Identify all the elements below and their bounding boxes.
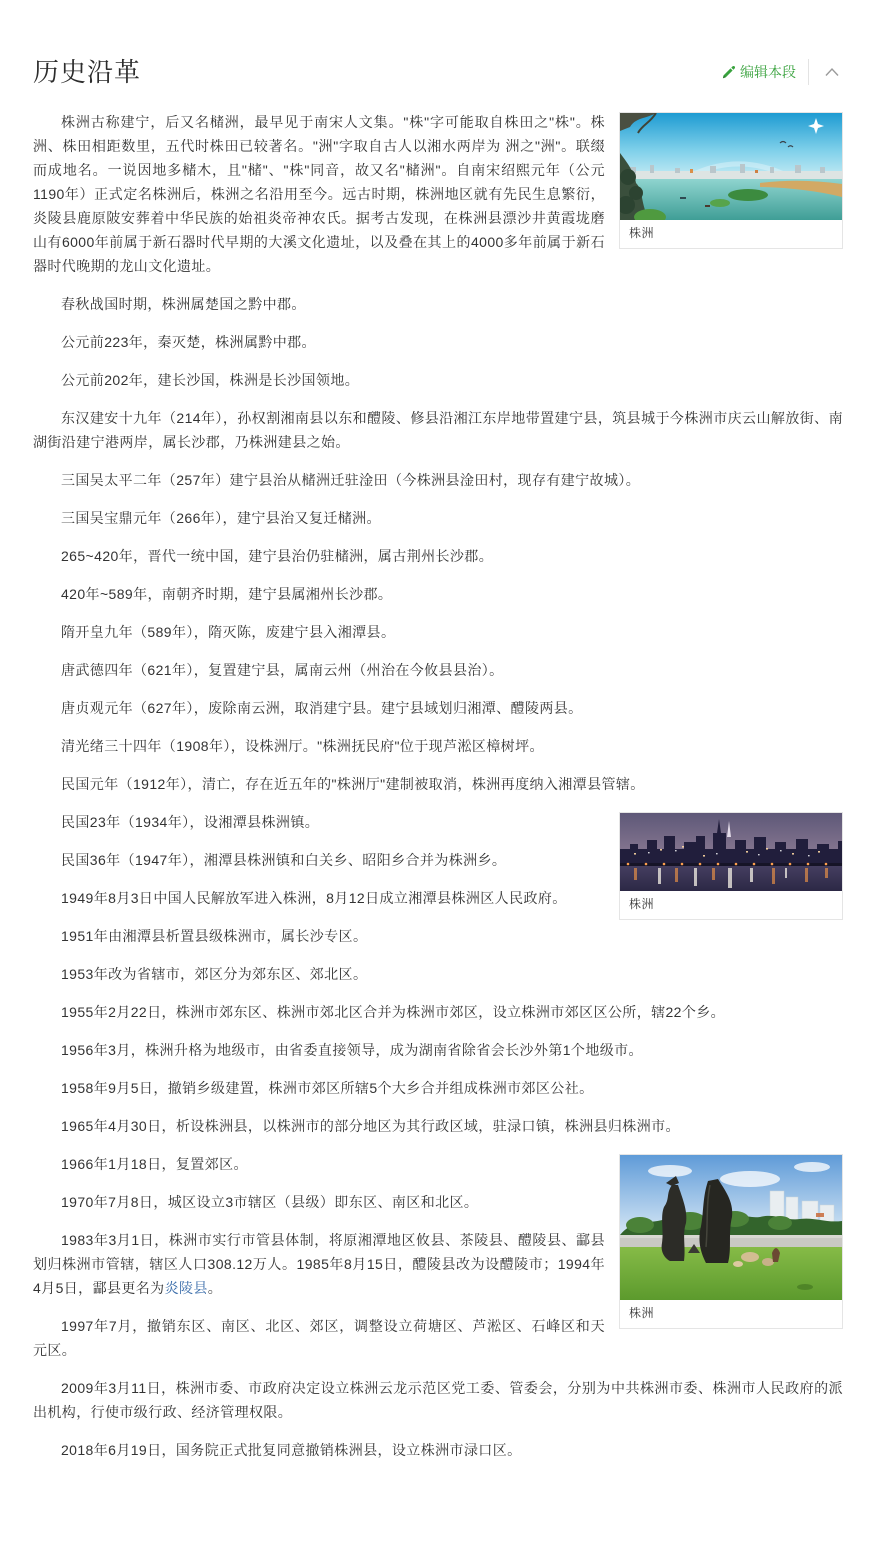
paragraph-3: 公元前223年，秦灭楚，株洲属黔中郡。 bbox=[61, 334, 316, 350]
page-title: 历史沿革 bbox=[33, 57, 142, 87]
divider bbox=[808, 59, 809, 85]
paragraph-9: 420年~589年，南朝齐时期，建宁县属湘州长沙郡。 bbox=[61, 586, 393, 602]
paragraph-12: 唐贞观元年（627年），废除南云洲，取消建宁县。建宁县域划归湘潭、醴陵两县。 bbox=[61, 700, 583, 716]
zhuzhou-day-photo[interactable] bbox=[620, 113, 842, 220]
paragraph-1: 株洲古称建宁，后又名槠洲，最早见于南宋人文集。"株"字可能取自株田之"株"。株洲、株田相距数里，五代时株田已较著名。"洲"字取自古人以湘水两岸为 洲之"洲"。联缀而成地名。一说因地多槠木，且"槠"、"株"同音，故又名"槠洲"。自南宋绍熙元年（公元1190年）正式定名株洲后，株洲之名沿用至今。远古时期，株洲地区就有先民生息繁衍，炎陵县鹿原陂安葬着中华民族的始祖炎帝神农氏。据考古发现，在株洲县漂沙井黄霞垅磨山有6000年前属于新石器时代早期的大溪文化遗址，以及叠在其上的4000多年前属于新石器时代晚期的龙山文化遗址。 bbox=[33, 114, 605, 274]
paragraph-11: 唐武德四年（621年），复置建宁县，属南云州（州治在今攸县县治）。 bbox=[61, 662, 504, 678]
figure-caption: 株洲 bbox=[629, 226, 655, 240]
figure-zhuzhou-day bbox=[619, 112, 843, 249]
chevron-up-icon bbox=[823, 66, 841, 78]
paragraph-7: 三国吴宝鼎元年（266年），建宁县治又复迁槠洲。 bbox=[61, 510, 381, 526]
edit-section-button[interactable] bbox=[721, 62, 796, 82]
paragraph-4: 公元前202年，建长沙国，株洲是长沙国领地。 bbox=[61, 372, 360, 388]
paragraph-26-text: 1983年3月1日，株洲市实行市管县体制，将原湘潭地区攸县、茶陵县、醴陵县、酃县划归株洲市管辖，辖区人口308.12万人。1985年8月15日，醴陵县改为设醴陵市；1994年4月5日，酃县更名为 bbox=[33, 1232, 605, 1296]
paragraph-8: 265~420年，晋代一统中国，建宁县治仍驻槠洲，属古荆州长沙郡。 bbox=[61, 548, 494, 564]
zhuzhou-night-photo[interactable] bbox=[620, 813, 842, 891]
paragraph-6: 三国吴太平二年（257年）建宁县治从槠洲迁驻淦田（今株洲县淦田村，现存有建宁故城）。 bbox=[61, 472, 641, 488]
section-actions bbox=[721, 59, 843, 85]
figure-caption: 株洲 bbox=[629, 897, 655, 911]
section-header bbox=[33, 56, 843, 88]
paragraph-19: 1953年改为省辖市，郊区分为郊东区、郊北区。 bbox=[61, 966, 368, 982]
paragraph-18: 1951年由湘潭县析置县级株洲市，属长沙专区。 bbox=[61, 928, 368, 944]
paragraph-27: 1997年7月，撤销东区、南区、北区、郊区，调整设立荷塘区、芦淞区、石峰区和天元区。 bbox=[33, 1318, 605, 1358]
paragraph-29: 2018年6月19日，国务院正式批复同意撤销株洲县，设立株洲市渌口区。 bbox=[61, 1442, 522, 1458]
paragraph-25: 1970年7月8日，城区设立3市辖区（县级）即东区、南区和北区。 bbox=[61, 1194, 479, 1210]
paragraph-23: 1965年4月30日，析设株洲县，以株洲市的部分地区为其行政区域，驻渌口镇，株洲县归株洲市。 bbox=[61, 1118, 680, 1134]
section-content bbox=[33, 110, 843, 1462]
collapse-section-button[interactable] bbox=[821, 64, 843, 80]
yanling-county-link[interactable]: 炎陵县 bbox=[164, 1280, 208, 1296]
paragraph-5: 东汉建安十九年（214年），孙权割湘南县以东和醴陵、修县沿湘江东岸地带置建宁县，筑县城于今株洲市庆云山解放街、南湖街沿建宁港两岸，属长沙郡，乃株洲建县之始。 bbox=[33, 410, 843, 450]
paragraph-24: 1966年1月18日，复置郊区。 bbox=[61, 1156, 248, 1172]
edit-section-label: 编辑本段 bbox=[740, 64, 796, 80]
paragraph-16: 民国36年（1947年），湘潭县株洲镇和白关乡、昭阳乡合并为株洲乡。 bbox=[61, 852, 507, 868]
paragraph-13: 清光绪三十四年（1908年），设株洲厅。"株洲抚民府"位于现芦淞区樟树坪。 bbox=[61, 738, 544, 754]
paragraph-21: 1956年3月，株洲升格为地级市，由省委直接领导，成为湖南省除省会长沙外第1个地级市。 bbox=[61, 1042, 643, 1058]
paragraph-2: 春秋战国时期，株洲属楚国之黔中郡。 bbox=[61, 296, 306, 312]
paragraph-15: 民国23年（1934年），设湘潭县株洲镇。 bbox=[61, 814, 320, 830]
figure-zhuzhou-park bbox=[619, 1154, 843, 1329]
paragraph-10: 隋开皇九年（589年），隋灭陈，废建宁县入湘潭县。 bbox=[61, 624, 396, 640]
paragraph-28: 2009年3月11日，株洲市委、市政府决定设立株洲云龙示范区党工委、管委会，分别为中共株洲市委、株洲市人民政府的派出机构，行使市级行政、经济管理权限。 bbox=[33, 1380, 843, 1420]
pencil-icon bbox=[721, 65, 736, 80]
paragraph-22: 1958年9月5日，撤销乡级建置，株洲市郊区所辖5个大乡合并组成株洲市郊区公社。 bbox=[61, 1080, 594, 1096]
paragraph-14: 民国元年（1912年），清亡，存在近五年的"株洲厅"建制被取消，株洲再度纳入湘潭县管辖。 bbox=[61, 776, 645, 792]
figure-caption: 株洲 bbox=[629, 1306, 655, 1320]
paragraph-26-tail: 。 bbox=[207, 1280, 223, 1296]
paragraph-17: 1949年8月3日中国人民解放军进入株洲，8月12日成立湘潭县株洲区人民政府。 bbox=[61, 890, 567, 906]
figure-zhuzhou-night bbox=[619, 812, 843, 920]
zhuzhou-park-photo[interactable] bbox=[620, 1155, 842, 1300]
paragraph-20: 1955年2月22日，株洲市郊东区、株洲市郊北区合并为株洲市郊区，设立株洲市郊区区公所，辖22个乡。 bbox=[61, 1004, 726, 1020]
